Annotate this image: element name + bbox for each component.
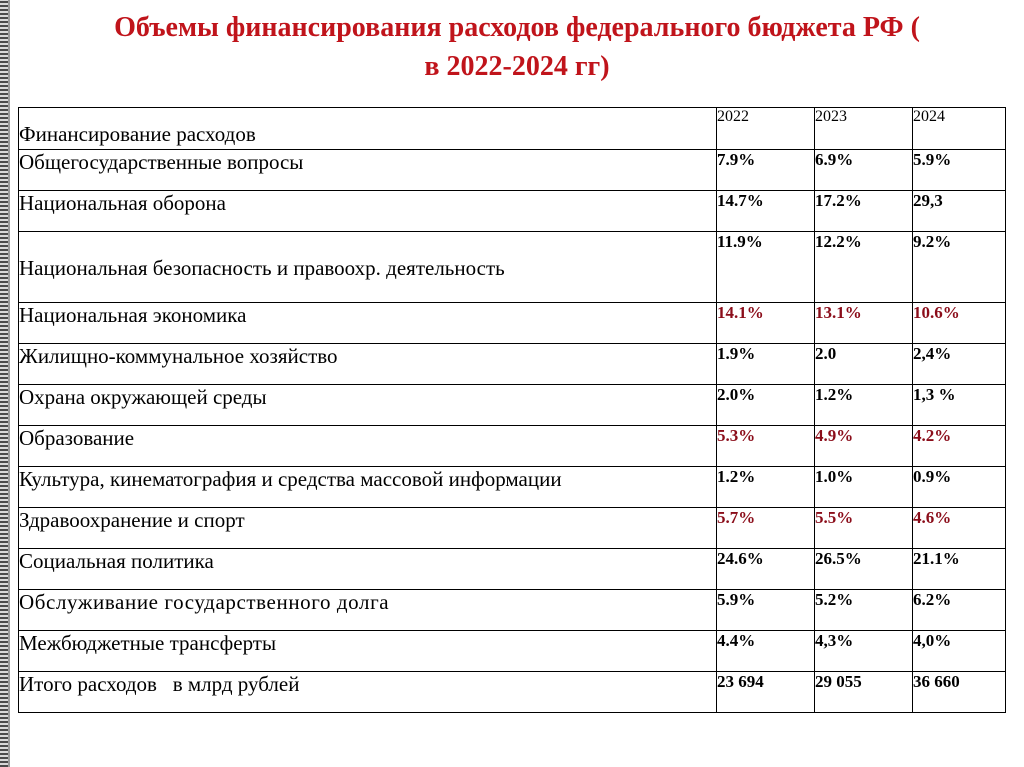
table-row [19, 232, 1006, 303]
row-label: Итого расходов в млрд рублей [19, 672, 717, 713]
row-value-2023: 12.2% [815, 232, 913, 303]
table-header-row [19, 108, 1006, 150]
row-value-2022: 7.9% [717, 150, 815, 191]
row-value-2022: 11.9% [717, 232, 815, 303]
row-value-2023: 1.0% [815, 467, 913, 508]
table-row [19, 344, 1006, 385]
row-value-2022: 4.4% [717, 631, 815, 672]
row-value-2024: 9.2% [913, 232, 1006, 303]
header-label: Финансирование расходов [19, 108, 717, 150]
row-label: Жилищно-коммунальное хозяйство [19, 344, 717, 385]
row-value-2023: 13.1% [815, 303, 913, 344]
table-row [19, 385, 1006, 426]
page-title-line-1: Объемы финансирования расходов федерального бюджета РФ ( [114, 12, 920, 43]
row-label: Общегосударственные вопросы [19, 150, 717, 191]
row-value-2024: 6.2% [913, 590, 1006, 631]
table-row-total [19, 672, 1006, 713]
row-value-2022: 14.1% [717, 303, 815, 344]
row-value-2023: 26.5% [815, 549, 913, 590]
table-row [19, 590, 1006, 631]
row-value-2024: 29,3 [913, 191, 1006, 232]
row-value-2024: 10.6% [913, 303, 1006, 344]
header-year-2023: 2023 [815, 108, 913, 150]
table-row [19, 191, 1006, 232]
page-title [10, 8, 1024, 86]
row-label: Национальная безопасность и правоохр. деятельность [19, 232, 717, 303]
page-title-line-2: в 2022-2024 гг) [424, 51, 610, 82]
row-value-2024: 4.6% [913, 508, 1006, 549]
row-label: Социальная политика [19, 549, 717, 590]
row-value-2024: 2,4% [913, 344, 1006, 385]
row-value-2023: 17.2% [815, 191, 913, 232]
row-label: Национальная экономика [19, 303, 717, 344]
table-row [19, 426, 1006, 467]
row-value-2022: 24.6% [717, 549, 815, 590]
row-value-2022: 23 694 [717, 672, 815, 713]
row-value-2024: 4.2% [913, 426, 1006, 467]
row-value-2022: 1.2% [717, 467, 815, 508]
table-row [19, 508, 1006, 549]
row-value-2023: 6.9% [815, 150, 913, 191]
row-label: Образование [19, 426, 717, 467]
table-row [19, 150, 1006, 191]
row-value-2023: 4,3% [815, 631, 913, 672]
row-label [19, 590, 717, 631]
row-value-2022: 14.7% [717, 191, 815, 232]
row-value-2024: 5.9% [913, 150, 1006, 191]
header-year-2024: 2024 [913, 108, 1006, 150]
row-value-2023: 5.2% [815, 590, 913, 631]
decorative-left-bar-line [8, 0, 10, 767]
row-value-2023: 5.5% [815, 508, 913, 549]
row-label-text: Обслуживание государственного долга [19, 590, 390, 614]
row-label: Здравоохранение и спорт [19, 508, 717, 549]
row-value-2022: 5.7% [717, 508, 815, 549]
row-value-2023: 4.9% [815, 426, 913, 467]
decorative-left-bar [0, 0, 8, 767]
row-label: Национальная оборона [19, 191, 717, 232]
table-row [19, 303, 1006, 344]
row-value-2022: 5.3% [717, 426, 815, 467]
row-value-2024: 1,3 % [913, 385, 1006, 426]
row-value-2022: 5.9% [717, 590, 815, 631]
table-row [19, 631, 1006, 672]
row-label: Межбюджетные трансферты [19, 631, 717, 672]
row-label: Охрана окружающей среды [19, 385, 717, 426]
row-value-2023: 2.0 [815, 344, 913, 385]
row-value-2024: 0.9% [913, 467, 1006, 508]
budget-table [18, 107, 1006, 713]
row-value-2023: 29 055 [815, 672, 913, 713]
table-row [19, 549, 1006, 590]
row-value-2023: 1.2% [815, 385, 913, 426]
table-row [19, 467, 1006, 508]
row-value-2022: 1.9% [717, 344, 815, 385]
row-value-2022: 2.0% [717, 385, 815, 426]
row-value-2024: 36 660 [913, 672, 1006, 713]
row-value-2024: 21.1% [913, 549, 1006, 590]
row-label: Культура, кинематография и средства массовой информации [19, 467, 717, 508]
row-value-2024: 4,0% [913, 631, 1006, 672]
header-year-2022: 2022 [717, 108, 815, 150]
